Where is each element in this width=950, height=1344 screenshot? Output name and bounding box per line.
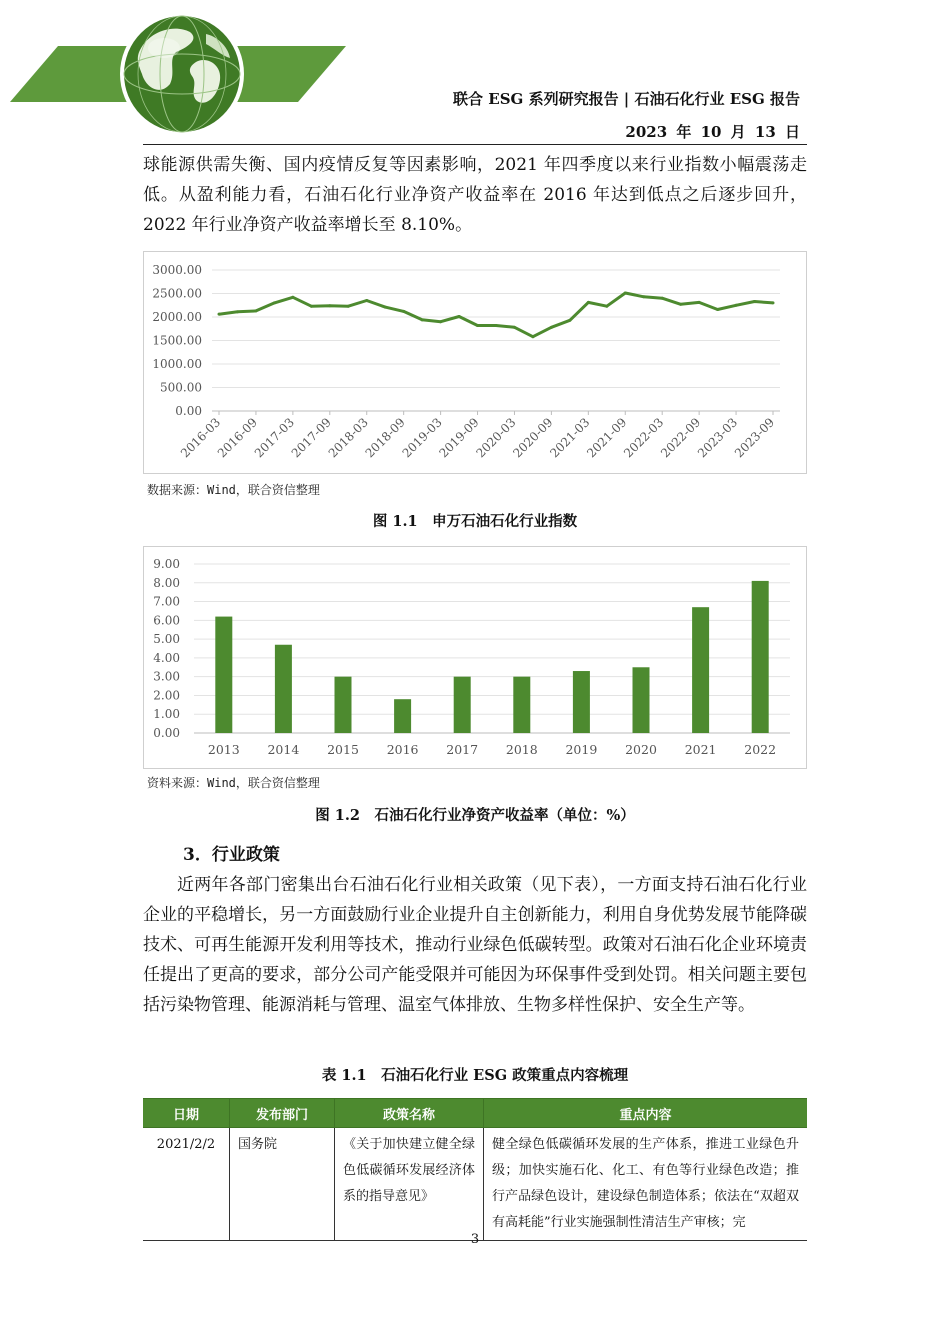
y-tick-label: 0.00 <box>175 404 202 418</box>
cell-date: 2021/2/2 <box>143 1128 230 1241</box>
index-data-point <box>495 324 498 327</box>
index-data-point <box>384 306 387 309</box>
index-line-chart-svg <box>144 252 806 473</box>
index-data-point <box>605 305 608 308</box>
x-tick-label: 2021-09 <box>584 415 630 461</box>
header-policy: 政策名称 <box>335 1099 484 1128</box>
header-department: 发布部门 <box>230 1099 335 1128</box>
x-tick-label: 2015 <box>327 742 359 757</box>
page-number: 3 <box>470 1232 480 1247</box>
index-data-point <box>698 301 701 304</box>
y-tick-label: 7.00 <box>153 594 180 609</box>
figure2-caption: 图 1.2 石油石化行业净资产收益率（单位：%） <box>315 807 635 824</box>
x-tick-label: 2022-09 <box>658 415 704 461</box>
index-data-point <box>661 297 664 300</box>
policy-table <box>143 1098 807 1241</box>
index-data-point <box>587 301 590 304</box>
y-tick-label: 0.00 <box>153 726 180 740</box>
index-data-point <box>310 305 313 308</box>
x-tick-label: 2018-09 <box>362 415 408 461</box>
index-data-point <box>218 313 221 316</box>
y-tick-label: 1.00 <box>153 707 180 722</box>
roe-bar-chart <box>143 546 807 769</box>
figure1-caption: 图 1.1 申万石油石化行业指数 <box>372 513 578 530</box>
x-tick-label: 2019 <box>565 742 598 757</box>
index-data-point <box>402 310 405 313</box>
table-row <box>143 1128 807 1241</box>
index-data-point <box>273 301 276 304</box>
y-tick-label: 4.00 <box>153 650 180 665</box>
section-heading: 3．行业政策 <box>183 845 280 865</box>
roe-bar <box>335 677 352 733</box>
x-tick-label: 2020-03 <box>473 415 519 461</box>
report-date: 2023 年 10 月 13 日 <box>625 123 800 141</box>
roe-bar <box>573 671 590 733</box>
roe-bar <box>394 699 411 733</box>
index-data-point <box>439 320 442 323</box>
roe-bar <box>692 607 709 733</box>
x-tick-label: 2019-03 <box>399 415 445 461</box>
y-tick-label: 3000.00 <box>152 263 202 277</box>
intro-paragraph: 球能源供需失衡、国内疫情反复等因素影响，2021 年四季度以来行业指数小幅震荡走低。从盈利能力看，石油石化行业净资产收益率在 2016 年达到低点之后逐步回升，2022 年行业净资产收益率增长至 8.10%。 <box>143 155 807 235</box>
x-tick-label: 2018 <box>505 742 538 757</box>
x-tick-label: 2018-03 <box>325 415 371 461</box>
roe-bar-chart-svg <box>144 547 806 768</box>
index-data-point <box>421 318 424 321</box>
index-data-point <box>550 326 553 329</box>
index-data-point <box>365 299 368 302</box>
header-date: 日期 <box>143 1099 230 1128</box>
index-data-point <box>568 319 571 322</box>
y-tick-label: 1000.00 <box>152 357 202 371</box>
index-data-point <box>476 324 479 327</box>
index-data-point <box>254 309 257 312</box>
roe-bar <box>633 667 650 733</box>
y-tick-label: 8.00 <box>153 575 180 590</box>
index-data-point <box>642 295 645 298</box>
roe-bar <box>454 677 471 733</box>
x-tick-label: 2020 <box>625 742 657 757</box>
index-data-point <box>716 308 719 311</box>
x-tick-label: 2023-03 <box>695 415 741 461</box>
roe-bar <box>275 645 292 733</box>
index-data-point <box>328 304 331 307</box>
index-data-point <box>624 292 627 295</box>
y-tick-label: 1500.00 <box>152 333 202 348</box>
figure1-source: 数据来源：Wind，联合资信整理 <box>147 483 320 497</box>
x-tick-label: 2023-09 <box>731 415 778 461</box>
index-data-point <box>753 300 756 303</box>
x-tick-label: 2022-03 <box>621 415 667 461</box>
y-tick-label: 5.00 <box>153 632 180 647</box>
x-tick-label: 2016 <box>386 742 419 757</box>
company-logo <box>0 0 360 140</box>
x-tick-label: 2017-03 <box>251 415 297 461</box>
table-caption: 表 1.1 石油石化行业 ESG 政策重点内容梳理 <box>321 1067 629 1084</box>
policy-paragraph: 近两年各部门密集出台石油石化行业相关政策（见下表），一方面支持石油石化行业企业的平稳增长，另一方面鼓励行业企业提升自主创新能力，利用自身优势发展节能降碳技术、可再生能源开发利用等技术，推动行业绿色低碳转型。政策对石油石化企业环境责任提出了更高的要求，部分公司产能受限并可能因为环保事件受到处罚。相关问题主要包括污染物管理、能源消耗与管理、温室气体排放、生物多样性保护、安全生产等。 <box>143 875 807 1015</box>
index-data-point <box>735 304 738 307</box>
x-tick-label: 2016-09 <box>214 415 261 461</box>
y-tick-label: 2.00 <box>153 688 180 703</box>
cell-department: 国务院 <box>230 1128 335 1241</box>
roe-bar <box>752 581 769 733</box>
index-data-point <box>772 301 775 304</box>
y-tick-label: 2500.00 <box>152 286 202 301</box>
cell-policy: 《关于加快建立健全绿色低碳循环发展经济体系的指导意见》 <box>335 1128 484 1241</box>
index-series-line <box>219 293 773 337</box>
y-tick-label: 500.00 <box>160 380 202 395</box>
figure2-source: 资料来源：Wind，联合资信整理 <box>147 776 320 790</box>
index-data-point <box>513 326 516 329</box>
index-data-point <box>347 305 350 308</box>
roe-bar <box>215 617 232 733</box>
table-header-row <box>143 1099 807 1128</box>
x-tick-label: 2014 <box>267 742 300 757</box>
y-tick-label: 3.00 <box>153 669 180 684</box>
header-content: 重点内容 <box>484 1099 808 1128</box>
index-data-point <box>236 310 239 313</box>
cell-content: 健全绿色低碳循环发展的生产体系，推进工业绿色升级；加快实施石化、化工、有色等行业绿色改造；推行产品绿色设计，建设绿色制造体系；依法在“双超双有高耗能”行业实施强制性清洁生产审核；完 <box>484 1128 808 1241</box>
x-tick-label: 2017 <box>446 742 479 757</box>
x-tick-label: 2021 <box>684 742 717 757</box>
x-tick-label: 2021-03 <box>547 415 593 461</box>
index-data-point <box>458 315 461 318</box>
x-tick-label: 2019-09 <box>436 415 482 461</box>
header-divider <box>143 144 807 145</box>
index-line-chart <box>143 251 807 474</box>
index-data-point <box>531 335 534 338</box>
y-tick-label: 2000.00 <box>152 310 202 324</box>
y-tick-label: 9.00 <box>153 557 180 571</box>
index-data-point <box>679 303 682 306</box>
x-tick-label: 2020-09 <box>510 415 556 461</box>
x-tick-label: 2022 <box>744 742 777 757</box>
x-tick-label: 2016-03 <box>177 415 224 461</box>
x-tick-label: 2017-09 <box>288 415 334 461</box>
x-tick-label: 2013 <box>207 742 240 757</box>
index-data-point <box>291 296 294 299</box>
report-title: 联合 ESG 系列研究报告 | 石油石化行业 ESG 报告 <box>453 90 800 108</box>
y-tick-label: 6.00 <box>153 613 180 628</box>
roe-bar <box>513 677 530 733</box>
